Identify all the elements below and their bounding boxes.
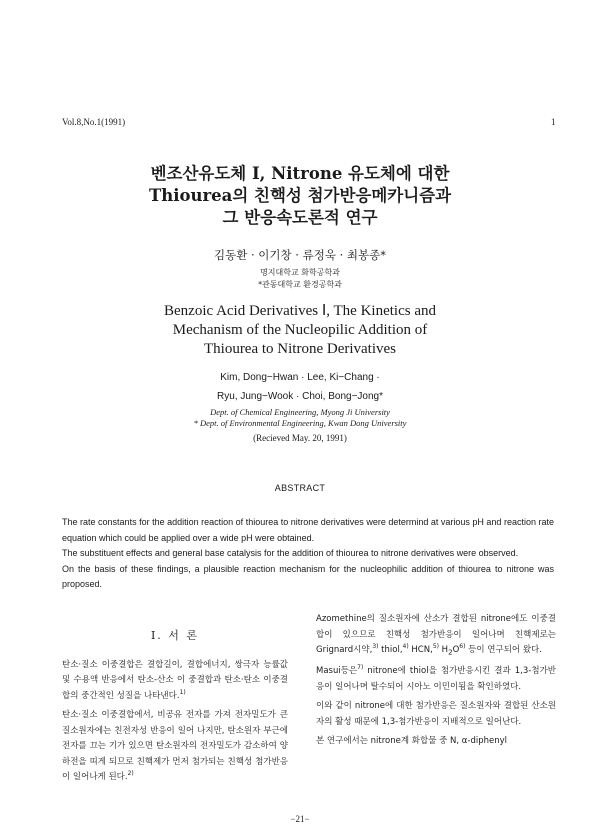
body-text: nitrone에 thiol을 첨가반응시킨 결과 1,3-첨가반응이 일어나며 탈수되어 시아노 이민이됨을 확인하였다. bbox=[316, 666, 556, 692]
korean-title bbox=[0, 163, 600, 229]
korean-title-line: 벤조산유도체 I, Nitrone 유도체에 대한 bbox=[150, 164, 450, 183]
english-title-line: Mechanism of the Nucleopilic Addition of bbox=[172, 322, 428, 338]
abstract-heading: ABSTRACT bbox=[274, 483, 326, 493]
citation-ref: 5) bbox=[432, 643, 439, 651]
body-paragraph bbox=[62, 708, 288, 786]
korean-authors: 김동환 · 이기창 · 류정욱 · 최봉종* bbox=[214, 248, 386, 262]
korean-affiliation: 명지대학교 화학공학과 bbox=[260, 268, 340, 277]
korean-affiliations bbox=[0, 267, 600, 291]
body-text: Masui등은 bbox=[316, 666, 358, 677]
english-affiliation: Dept. of Chemical Engineering, Myong Ji University bbox=[210, 407, 390, 417]
volume-info: Vol.8,No.1(1991) bbox=[62, 117, 126, 127]
received-date: (Recieved May. 20, 1991) bbox=[253, 433, 347, 443]
citation-ref: 4) bbox=[402, 643, 409, 651]
body-text: thiol, bbox=[378, 645, 403, 655]
english-author-line: Kim, Dong−Hwan · Lee, Ki−Chang · bbox=[220, 372, 380, 383]
body-text: HCN, bbox=[408, 645, 433, 655]
english-authors bbox=[0, 368, 600, 406]
english-affiliation: * Dept. of Environmental Engineering, Kwan Dong University bbox=[193, 418, 407, 428]
citation-ref: 3) bbox=[372, 643, 379, 651]
korean-title-line: Thiourea의 친핵성 첨가반응메카니즘과 bbox=[148, 186, 452, 205]
body-paragraph bbox=[62, 658, 288, 705]
english-affiliations bbox=[0, 407, 600, 429]
abstract-paragraph: On the basis of these findings, a plausible reaction mechanism for the nucleophilic addition of thiourea to nitrone was proposed. bbox=[62, 563, 554, 589]
page-number-footer: −21− bbox=[290, 814, 310, 824]
english-title-line: Benzoic Acid Derivatives Ⅰ, The Kinetics and bbox=[164, 303, 436, 319]
citation-ref: 7) bbox=[357, 664, 364, 672]
body-text: H bbox=[438, 645, 449, 655]
right-column bbox=[316, 612, 556, 750]
abstract-body bbox=[62, 515, 554, 593]
page-number-top: 1 bbox=[551, 117, 556, 127]
body-text: 등이 연구되어 왔다. bbox=[465, 645, 542, 655]
citation-ref: 6) bbox=[459, 643, 466, 651]
abstract-paragraph: The rate constants for the addition reaction of thiourea to nitrone derivatives were determind at various pH and reaction rate equation which could be applied over a wide pH were obtained. bbox=[62, 517, 554, 543]
body-paragraph: 이와 같이 nitrone에 대한 첨가반응은 질소원자와 결합된 산소원자의 활성 때문에 1,3-첨가반응이 지배적으로 일어난다. bbox=[316, 701, 556, 727]
body-text: O bbox=[452, 645, 460, 655]
citation-ref: 1) bbox=[179, 688, 186, 696]
section-title: I. 서 론 bbox=[150, 629, 200, 642]
english-title-line: Thiourea to Nitrone Derivatives bbox=[203, 341, 397, 357]
body-paragraph: 본 연구에서는 nitrone계 화합물 중 N, α-diphenyl bbox=[316, 736, 508, 747]
body-paragraph bbox=[316, 612, 556, 660]
english-title bbox=[0, 302, 600, 359]
body-paragraph bbox=[316, 664, 556, 695]
korean-affiliation: *관동대학교 환경공학과 bbox=[258, 280, 342, 289]
subscript: 2 bbox=[448, 647, 453, 657]
body-text: Azomethine의 질소원자에 산소가 결합된 nitrone에도 이중결합이 있으므로 친핵성 첨가반응이 일어나며 친핵제로는 Grignard시약, bbox=[316, 614, 556, 655]
body-text: 탄소·질소 이중결합에서, 비공유 전자를 가져 전자밀도가 큰 질소원자에는 친전자성 반응이 일어 나지만, 탄소원자 부근에 전자를 끄는 기가 있으면 탄소원자의 전자밀도가 감소하여 양하전을 띠게 되므로 친핵제가 먼저 첨가되는 친핵성 첨가반응이 일어나게 된다. bbox=[62, 710, 288, 782]
body-text: 탄소·질소 이중결합은 결합길이, 결합에너지, 쌍극자 능률값 및 수용액 반응에서 탄소-산소 이 중결합과 탄소·탄소 이중결합의 중간적인 성질을 나타낸다. bbox=[62, 659, 288, 701]
left-column bbox=[62, 628, 288, 786]
abstract-paragraph: The substituent effects and general base catalysis for the addition of thiourea to nitrone derivatives were observed. bbox=[62, 548, 519, 558]
korean-title-line: 그 반응속도론적 연구 bbox=[222, 208, 378, 227]
english-author-line: Ryu, Jung−Wook · Choi, Bong−Jong* bbox=[216, 391, 384, 402]
citation-ref: 2) bbox=[127, 770, 134, 778]
